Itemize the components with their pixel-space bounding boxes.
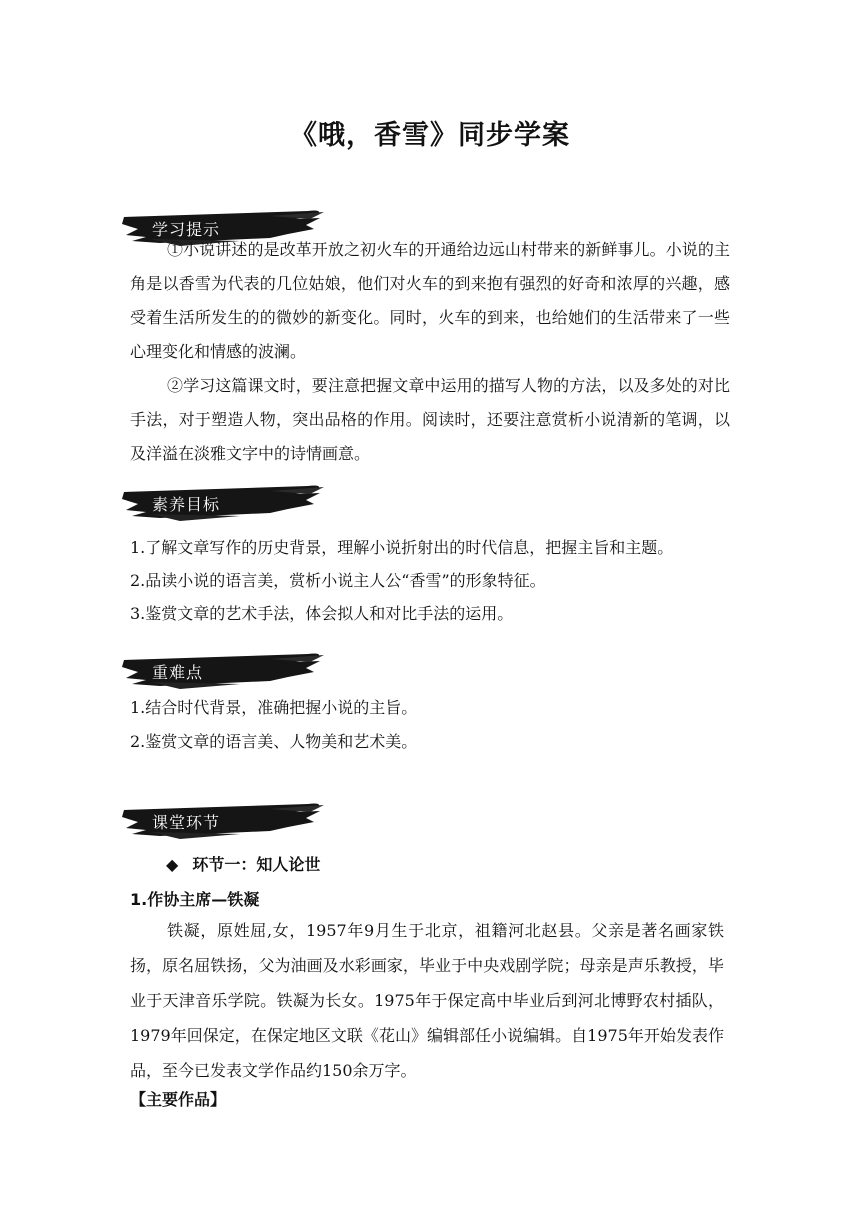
works-heading: 【主要作品】	[130, 1090, 227, 1109]
section-label-key: 重难点	[152, 663, 204, 682]
tips-paragraph-2: ②学习这篇课文时，要注意把握文章中运用的描写人物的方法，以及多处的对比手法，对于塑造人物，突出品格的作用。阅读时，还要注意赏析小说清新的笔调，以及洋溢在淡雅文字中的诗情画意。	[130, 376, 730, 463]
brush-stroke-icon	[120, 650, 325, 690]
section-label-goals: 素养目标	[152, 495, 221, 514]
diamond-bullet-icon: ◆	[166, 855, 179, 874]
section-banner-key	[120, 650, 325, 690]
brush-stroke-icon	[120, 800, 325, 840]
goal-item-3: 3.鉴赏文章的艺术手法，体会拟人和对比手法的运用。	[130, 604, 514, 623]
key-item-2: 2.鉴赏文章的语言美、人物美和艺术美。	[130, 732, 418, 751]
step-heading-text: 环节一：知人论世	[192, 855, 321, 874]
section-banner-class	[120, 800, 325, 840]
key-item-1: 1.结合时代背景，准确把握小说的主旨。	[130, 698, 418, 717]
step-heading	[166, 852, 320, 875]
section-banner-goals	[120, 482, 325, 522]
author-heading: 1.作协主席—铁凝	[130, 890, 260, 909]
goal-item-2: 2.品读小说的语言美，赏析小说主人公“香雪”的形象特征。	[130, 571, 546, 590]
goal-item-1: 1.了解文章写作的历史背景，理解小说折射出的时代信息，把握主旨和主题。	[130, 538, 674, 557]
author-bio: 铁凝，原姓屈,女，1957年9月生于北京，祖籍河北赵县。父亲是著名画家铁扬，原名屈铁扬，父为油画及水彩画家，毕业于中央戏剧学院；母亲是声乐教授，毕业于天津音乐学院。铁凝为长女。1975年于保定高中毕业后到河北博野农村插队，1979年回保定，在保定地区文联《花山》编辑部任小说编辑。自1975年开始发表作品，至今已发表文学作品约150余万字。	[130, 921, 724, 1080]
brush-stroke-icon	[120, 482, 325, 522]
tips-paragraph-1: ①小说讲述的是改革开放之初火车的开通给边远山村带来的新鲜事儿。小说的主角是以香雪为代表的几位姑娘，他们对火车的到来抱有强烈的好奇和浓厚的兴趣，感受着生活所发生的的微妙的新变化。同时，火车的到来，也给她们的生活带来了一些心理变化和情感的波澜。	[130, 240, 730, 361]
page-title: 《哦，香雪》同步学案	[290, 120, 570, 151]
section-label-tips: 学习提示	[152, 220, 221, 239]
section-label-class: 课堂环节	[152, 813, 221, 832]
